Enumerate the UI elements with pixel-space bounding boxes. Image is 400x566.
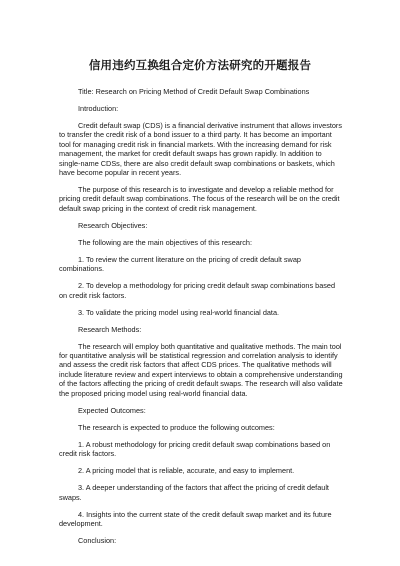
- objective-item-2: 2. To develop a methodology for pricing credit default swap combinations based on credit risk factors.: [59, 281, 336, 300]
- document-title: 信用违约互换组合定价方法研究的开题报告: [88, 58, 312, 72]
- section-heading-introduction: Introduction:: [78, 104, 119, 113]
- paragraph-introduction: Credit default swap (CDS) is a financial derivative instrument that allows investors to transfer the credit risk of a bond issuer to a third party. It has become an important tool for managing credit risk in financial markets. With the increasing demand for risk management, the market for credit default swaps has grown rapidly. In addition to single-name CDSs, there are also credit default swap combinations or baskets, which have become popular in recent years.: [59, 121, 343, 178]
- document-body: [59, 87, 343, 553]
- section-heading-conclusion: Conclusion:: [78, 535, 117, 545]
- section-heading-outcomes: Expected Outcomes:: [78, 405, 146, 415]
- outcome-item-3: 3. A deeper understanding of the factors that affect the pricing of credit default swaps.: [59, 483, 329, 502]
- outcome-item-4: 4. Insights into the current state of the credit default swap market and its future development.: [59, 509, 332, 528]
- paragraph-purpose: The purpose of this research is to investigate and develop a reliable method for pricing credit default swap combinations. The focus of the research will be on the credit default swap pricing in the context of credit risk management.: [59, 185, 340, 213]
- section-heading-objectives: Research Objectives:: [78, 220, 148, 230]
- report-title-line: Title: Research on Pricing Method of Credit Default Swap Combinations: [78, 87, 310, 96]
- outcome-item-1: 1. A robust methodology for pricing credit default swap combinations based on credit risk factors.: [59, 439, 331, 459]
- section-heading-methods: Research Methods:: [78, 324, 142, 334]
- paragraph-methods: The research will employ both quantitative and qualitative methods. The main tool for quantitative analysis will be statistical regression and correlation analysis to identify and assess the credit risk factors that affect CDS prices. The qualitative methods will include literature review and expert interviews to obtain a comprehensive understanding of the factors affecting the pricing of credit default swaps. The research will also validate the proposed pricing model using real-world financial data.: [59, 341, 343, 398]
- paragraph-outcomes-intro: The research is expected to produce the following outcomes:: [78, 422, 275, 432]
- objective-item-3: 3. To validate the pricing model using real-world financial data.: [78, 307, 280, 317]
- objective-item-1: 1. To review the current literature on the pricing of credit default swap combinations.: [59, 254, 301, 274]
- outcome-item-2: 2. A pricing model that is reliable, accurate, and easy to implement.: [78, 466, 295, 476]
- paragraph-objectives-intro: The following are the main objectives of this research:: [78, 237, 252, 247]
